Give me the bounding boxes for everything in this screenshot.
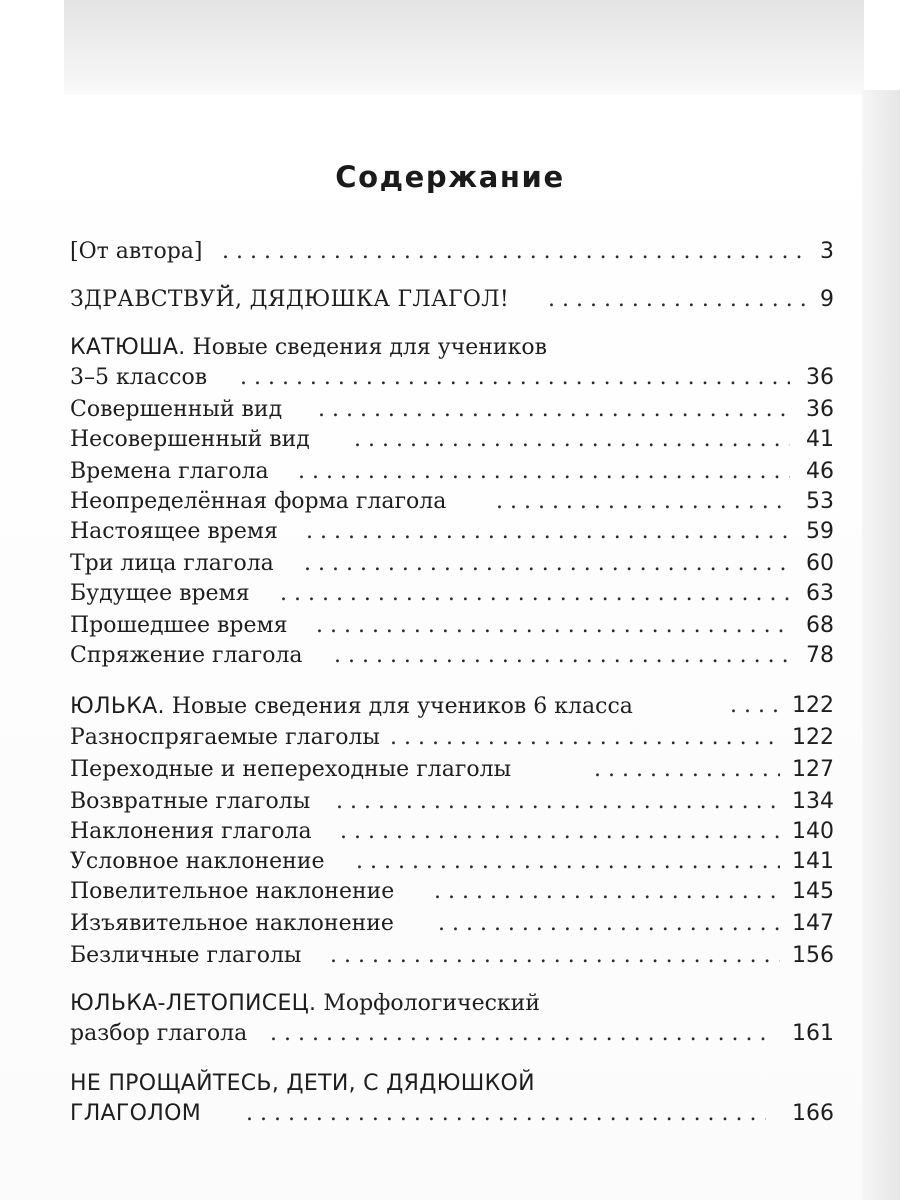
toc-entry: [0, 424, 900, 456]
toc-entry: [0, 1098, 900, 1130]
toc-entry-page: 166: [792, 1101, 834, 1126]
toc-entry: [0, 610, 900, 642]
toc-entry-label-continued: ГЛАГОЛОМ: [70, 1101, 201, 1126]
toc-entry-label: Безличные глаголы: [70, 943, 302, 968]
toc-entry-label: Переходные и непереходные глаголы: [70, 757, 512, 782]
toc-entry-page: 36: [806, 365, 834, 390]
toc-entry: [0, 722, 900, 754]
toc-entry-label: Изъявительное наклонение: [70, 911, 394, 936]
toc-entry-page: 59: [806, 519, 834, 544]
toc-entry-page: 122: [792, 725, 834, 750]
toc-entry: [0, 1018, 900, 1050]
toc-entry-label: Разноспрягаемые глаголы: [70, 725, 380, 750]
toc-leader-dots: [356, 846, 780, 878]
toc-entry-label: ЗДРАВСТВУЙ, ДЯДЮШКА ГЛАГОЛ!: [70, 287, 510, 312]
toc-leader-dots: [304, 548, 790, 580]
toc-entry-page: 60: [806, 551, 834, 576]
toc-leader-dots: [334, 640, 790, 672]
toc-entry-label: Наклонения глагола: [70, 819, 312, 844]
toc-entry: [0, 456, 900, 488]
toc-entry: [0, 640, 900, 672]
toc-entry-page: 127: [792, 757, 834, 782]
toc-entry: [0, 486, 900, 518]
toc-section-name: ЮЛЬКА.: [70, 694, 165, 719]
toc-entry-page: 156: [792, 943, 834, 968]
toc-section-name: КАТЮША.: [70, 335, 186, 360]
toc-entry-page: 36: [806, 397, 834, 422]
toc-leader-dots: [496, 486, 790, 518]
toc-leader-dots: [270, 1018, 766, 1050]
toc-entry-page: 68: [806, 613, 834, 638]
toc-entry-label-continued: 3–5 классов: [70, 365, 208, 390]
toc-entry-page: 122: [792, 693, 834, 718]
toc-entry: [0, 236, 900, 268]
toc-entry-label: Несовершенный вид: [70, 427, 310, 452]
toc-entry: [0, 690, 900, 722]
toc-entry: [0, 284, 900, 316]
toc-entry: [0, 362, 900, 394]
toc-entry-page: 9: [820, 287, 834, 312]
toc-entry-page: 141: [792, 849, 834, 874]
toc-entry-page: 134: [792, 789, 834, 814]
toc-entry-label: Прошедшее время: [70, 613, 288, 638]
toc-entry-label: [70, 690, 633, 723]
toc-leader-dots: [594, 754, 780, 786]
toc-leader-dots: [336, 786, 780, 818]
toc-entry-label: Повелительное наклонение: [70, 879, 395, 904]
toc-entry: [0, 578, 900, 610]
toc-entry-page: 41: [806, 427, 834, 452]
toc-leader-dots: [240, 362, 790, 394]
toc-leader-dots: [434, 876, 780, 908]
toc-entry-label-continued: разбор глагола: [70, 1021, 248, 1046]
toc-entry: [0, 754, 900, 786]
toc-entry: [0, 908, 900, 940]
toc-entry-page: 3: [820, 239, 834, 264]
toc-entry-label: Неопределённая форма глагола: [70, 489, 447, 514]
toc-leader-dots: [316, 610, 790, 642]
toc-entry: [0, 516, 900, 548]
toc-entry-label: [70, 988, 540, 1020]
toc-entry-label: Совершенный вид: [70, 397, 283, 422]
toc-entry: [0, 786, 900, 818]
toc-entry-page: 78: [806, 643, 834, 668]
toc-leader-dots: [222, 236, 806, 268]
toc-entry: [0, 1068, 900, 1100]
toc-leader-dots: [330, 940, 780, 972]
toc-entry-label: Будущее время: [70, 581, 250, 606]
toc-leader-dots: [306, 516, 790, 548]
toc-leader-dots: [354, 424, 790, 456]
toc-entry-page: 147: [792, 911, 834, 936]
toc-section-subtitle: Новые сведения для учеников 6 класса: [164, 694, 633, 719]
toc-entry-label: [От автора]: [70, 239, 203, 264]
toc-leader-dots: [390, 722, 780, 754]
toc-entry-page: 140: [792, 819, 834, 844]
toc-entry-page: 161: [792, 1021, 834, 1046]
toc-entry-page: 145: [792, 879, 834, 904]
toc-leader-dots: [340, 816, 780, 848]
toc-entry-label: Возвратные глаголы: [70, 789, 311, 814]
toc-entry: [0, 988, 900, 1020]
toc-leader-dots: [246, 1098, 766, 1130]
toc-entry: [0, 332, 900, 364]
toc-entry-label: [70, 332, 547, 364]
toc-entry: [0, 846, 900, 878]
toc-leader-dots: [280, 578, 790, 610]
toc-entry-label: Настоящее время: [70, 519, 278, 544]
toc-section-subtitle: Морфологический: [316, 991, 541, 1016]
toc-leader-dots: [318, 394, 790, 426]
toc-entry-page: 46: [806, 459, 834, 484]
toc-entry-page: 63: [806, 581, 834, 606]
toc-entry-label: Спряжение глагола: [70, 643, 303, 668]
toc-leader-dots: [298, 456, 790, 488]
toc-entry: [0, 940, 900, 972]
toc-entry-label: Условное наклонение: [70, 849, 325, 874]
toc-entry-label: Времена глагола: [70, 459, 269, 484]
toc-entry: [0, 816, 900, 848]
toc-section-name: ЮЛЬКА-ЛЕТОПИСЕЦ.: [70, 991, 317, 1016]
toc-entry-label: Три лица глагола: [70, 551, 274, 576]
toc-leader-dots: [438, 908, 780, 940]
toc-entry: [0, 548, 900, 580]
toc-entry-label: НЕ ПРОЩАЙТЕСЬ, ДЕТИ, С ДЯДЮШКОЙ: [70, 1071, 535, 1096]
toc-leader-dots: [730, 690, 780, 722]
toc-entry: [0, 394, 900, 426]
toc-entry: [0, 876, 900, 908]
toc-section-subtitle: Новые сведения для учеников: [185, 335, 547, 360]
toc-leader-dots: [548, 284, 810, 316]
page-title: Содержание: [335, 160, 565, 194]
toc-entry-page: 53: [806, 489, 834, 514]
